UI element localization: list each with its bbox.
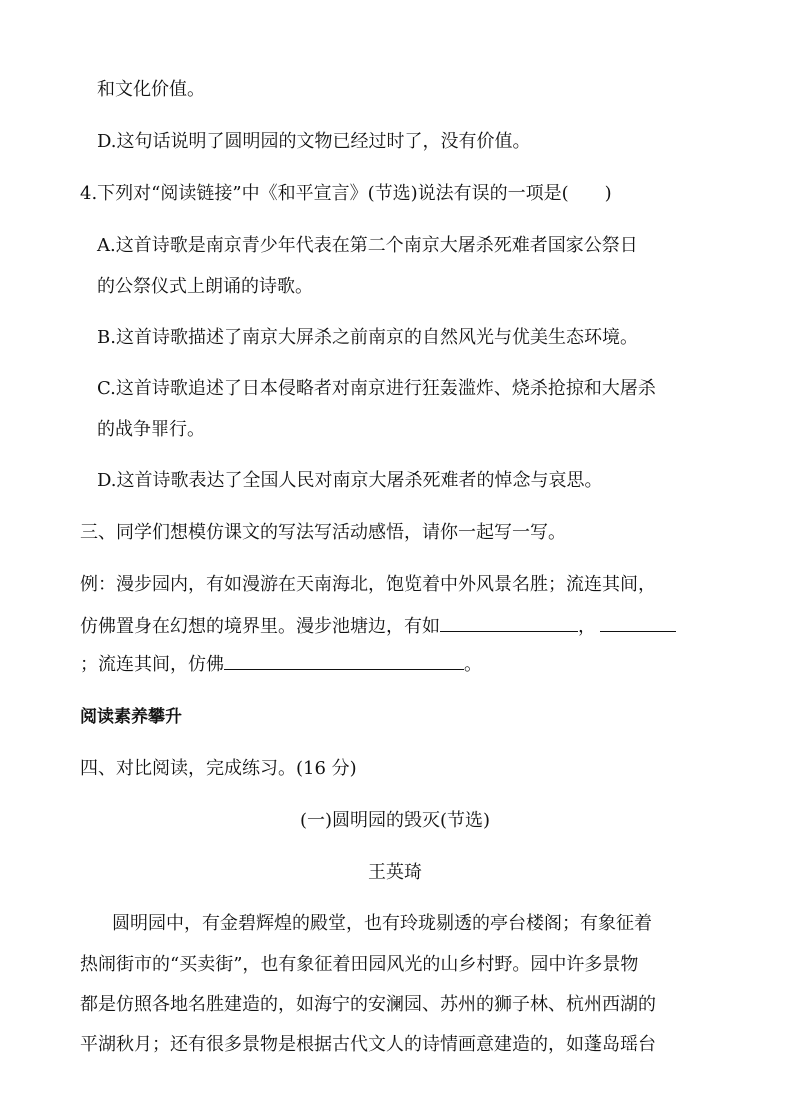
paragraph-line-4: 平湖秋月；还有很多景物是根据古代文人的诗情画意建造的，如蓬岛瑶台 [80,1034,656,1055]
paragraph-line-1: 圆明园中，有金碧辉煌的殿堂，也有玲珑剔透的亭台楼阁；有象征着 [112,913,652,934]
example-line-2 [80,613,676,639]
option-c-line-2: 的战争罪行。 [97,419,205,440]
option-b-line: B.这首诗歌描述了南京大屏杀之前南京的自然风光与优美生态环境。 [97,327,638,348]
comma: ， [578,616,596,637]
example-line-3 [80,651,482,677]
option-c-line-1: C.这首诗歌追述了日本侵略者对南京进行狂轰滥炸、烧杀抢掠和大屠杀 [97,378,656,399]
answer-blank-3[interactable] [224,651,464,670]
question-4: 4.下列对“阅读链接”中《和平宣言》(节选)说法有误的一项是( ) [80,183,612,204]
option-d-line-2: D.这首诗歌表达了全国人民对南京大屠杀死难者的悼念与哀思。 [97,470,603,491]
paragraph-line-3: 都是仿照各地名胜建造的，如海宁的安澜园、苏州的狮子林、杭州西湖的 [80,994,656,1015]
section-heading-reading: 阅读素养攀升 [80,707,182,727]
article-author: 王英琦 [368,862,422,883]
paragraph-line-2: 热闹街市的“买卖街”，也有象征着田园风光的山乡村野。园中许多景物 [80,954,639,975]
option-a-line-2: 的公祭仪式上朗诵的诗歌。 [97,276,313,297]
section-3-heading: 三、同学们想模仿课文的写法写活动感悟，请你一起写一写。 [80,522,566,543]
example-text-2: ；流连其间，仿佛 [80,654,224,675]
answer-blank-2[interactable] [600,613,676,632]
answer-blank-1[interactable] [440,613,578,632]
text-line: 和文化价值。 [97,79,205,100]
option-a-line-1: A.这首诗歌是南京青少年代表在第二个南京大屠杀死难者国家公祭日 [97,235,638,256]
option-d-line: D.这句话说明了圆明园的文物已经过时了，没有价值。 [97,131,531,152]
section-4-heading: 四、对比阅读，完成练习。(16 分) [80,758,357,779]
period: 。 [464,654,482,675]
example-text: 仿佛置身在幻想的境界里。漫步池塘边，有如 [80,616,440,637]
example-line-1: 例：漫步园内，有如漫游在天南海北，饱览着中外风景名胜；流连其间， [80,574,656,595]
article-title: (一)圆明园的毁灭(节选) [299,810,491,831]
